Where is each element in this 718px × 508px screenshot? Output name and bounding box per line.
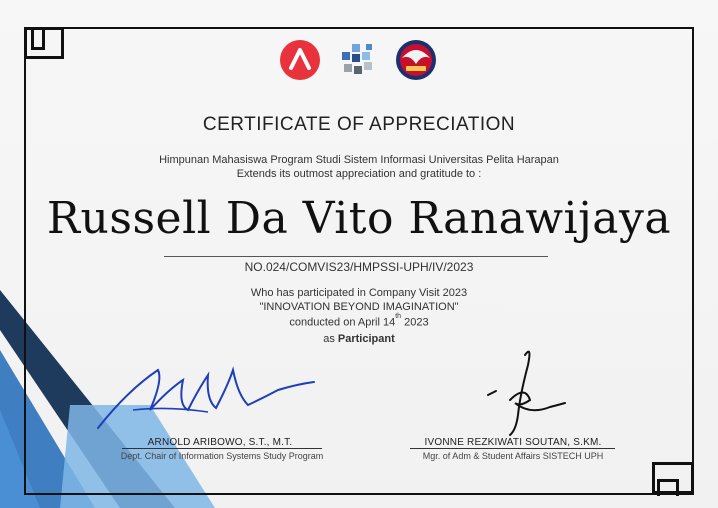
- name-divider: [164, 256, 548, 257]
- signatory-position-2: Mgr. of Adm & Student Affairs SISTECH UPH: [422, 451, 604, 461]
- date-suffix: th: [395, 313, 402, 320]
- signature-line-1: [122, 448, 322, 449]
- signature-line-2: [410, 448, 615, 449]
- sistech-logo: [336, 38, 380, 82]
- signature-arnold: [88, 350, 328, 440]
- corner-ornament-bottom-right: [652, 462, 694, 494]
- certificate-number: NO.024/COMVIS23/HMPSSI-UPH/IV/2023: [244, 260, 474, 274]
- conducted-prefix: conducted on April 14: [289, 316, 396, 329]
- issuer-line: Himpunan Mahasiswa Program Studi Sistem Informasi Universitas Pelita Harapan: [159, 154, 559, 166]
- certificate-title: CERTIFICATE OF APPRECIATION: [202, 114, 516, 135]
- signatory-name-1: ARNOLD ARIBOWO, S.T., M.T.: [147, 437, 293, 448]
- corner-ornament-top-left: [24, 27, 64, 59]
- hmpssi-logo: [394, 38, 438, 82]
- conducted-year: 2023: [401, 316, 429, 329]
- role-value: Participant: [337, 333, 395, 345]
- recipient-name: Russell Da Vito Ranawijaya: [46, 193, 672, 244]
- signatory-name-2: IVONNE REZKIWATI SOUTAN, S.KM.: [424, 437, 602, 448]
- uph-logo: [278, 38, 322, 82]
- role-line: [0, 333, 718, 345]
- conducted-date: [0, 313, 718, 329]
- signatory-position-1: Dept. Chair of Information Systems Study Program: [120, 451, 324, 461]
- role-prefix: as: [323, 333, 338, 345]
- signature-ivonne: [470, 345, 580, 440]
- event-name: "INNOVATION BEYOND IMAGINATION": [259, 301, 459, 313]
- appreciation-line: Extends its outmost appreciation and gratitude to :: [236, 168, 482, 180]
- participation-line: Who has participated in Company Visit 2023: [250, 287, 468, 299]
- logo-row: [278, 38, 442, 84]
